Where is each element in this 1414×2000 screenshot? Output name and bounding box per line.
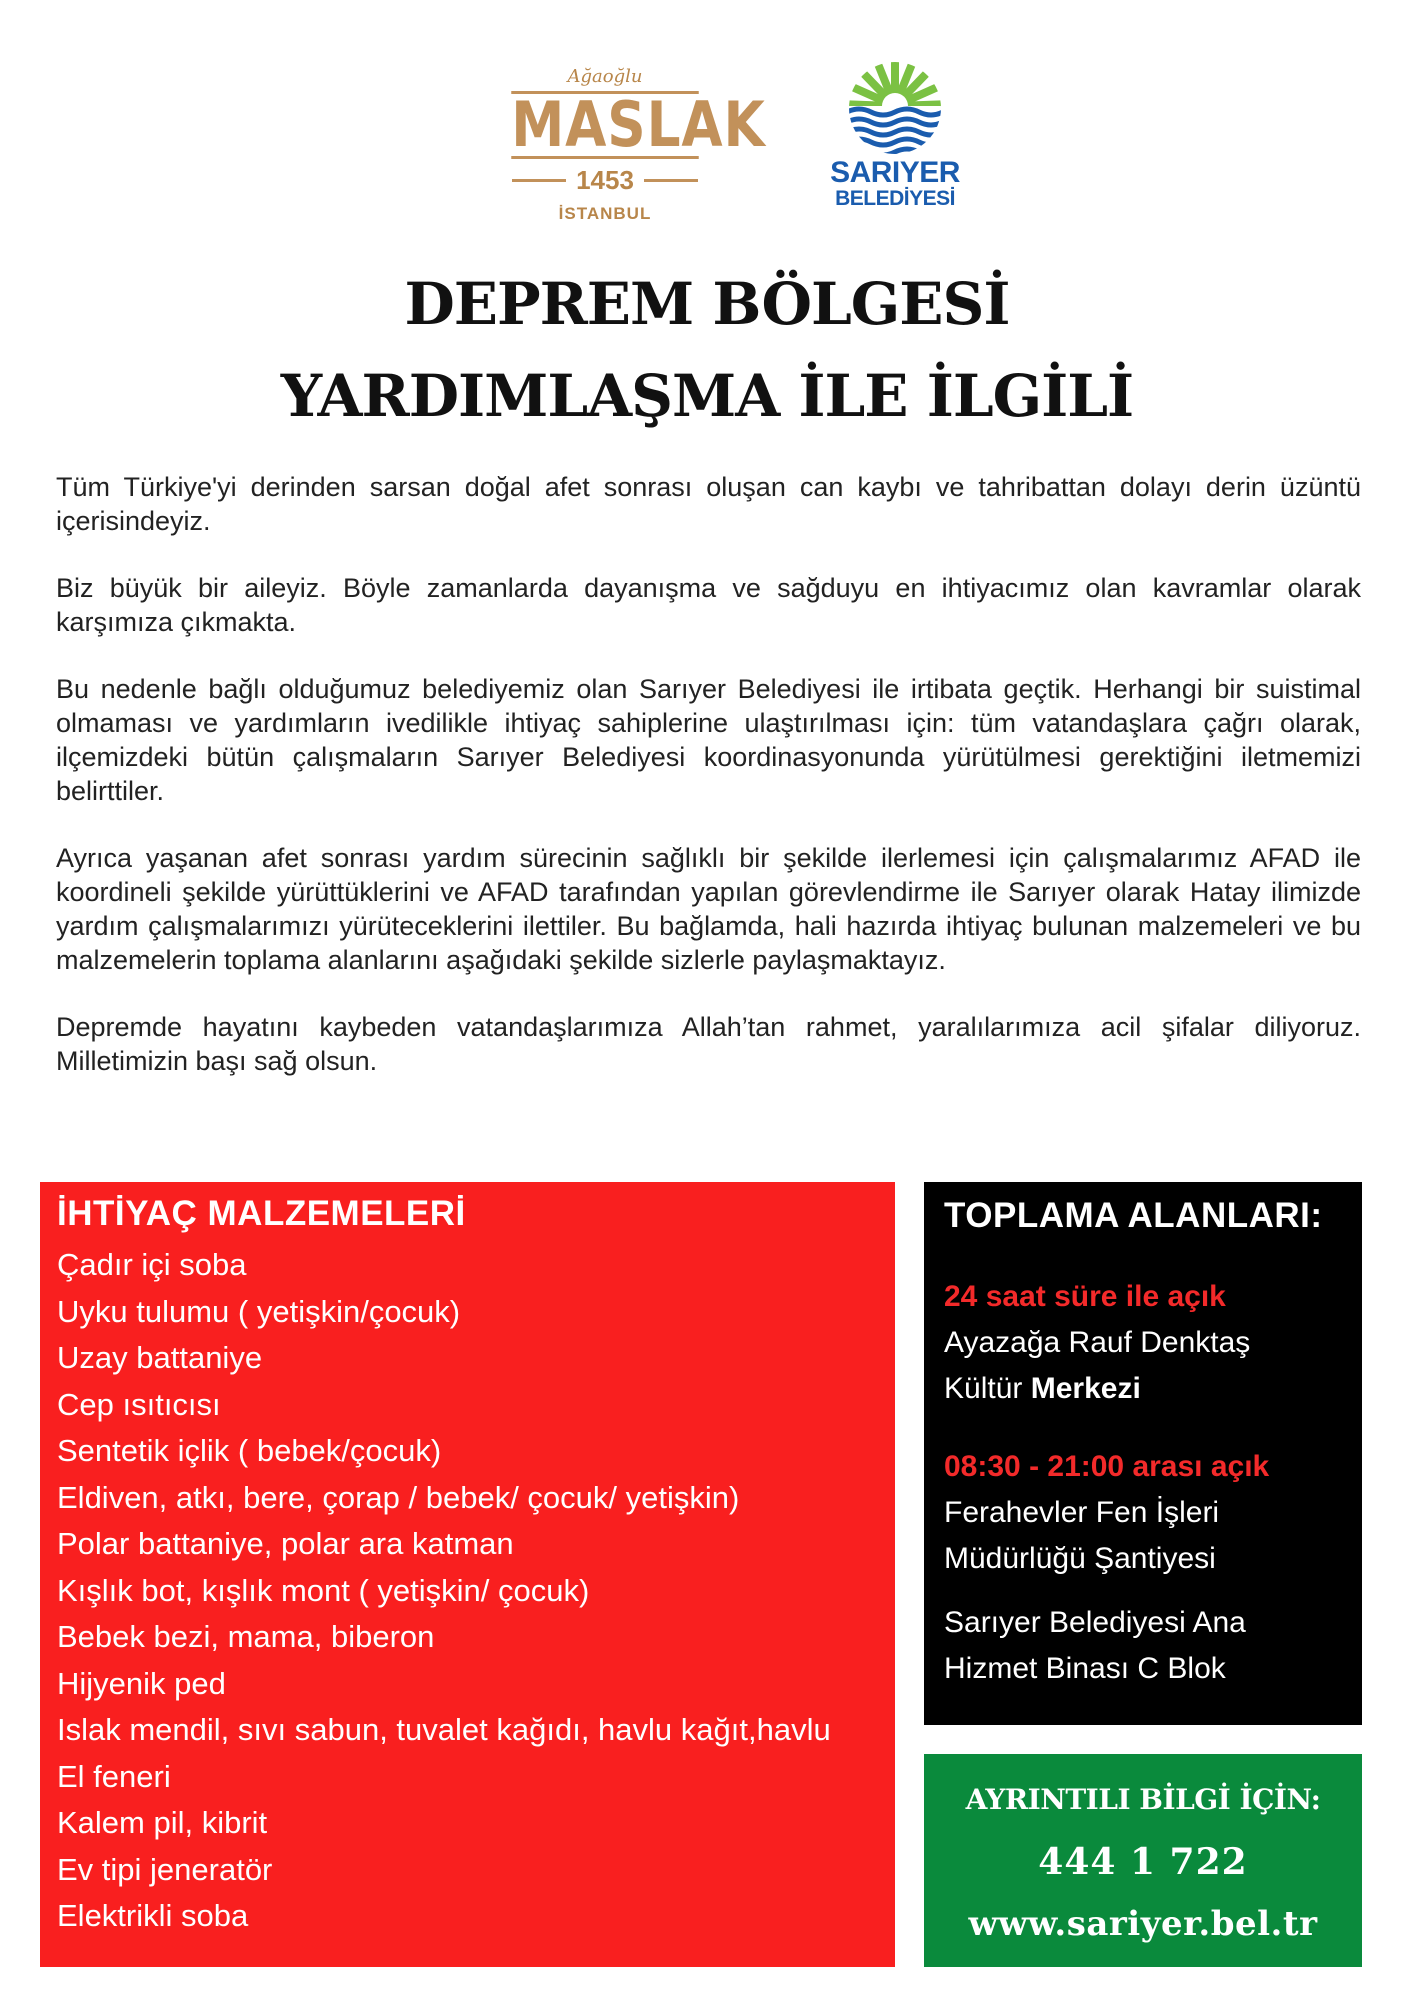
contact-phone: 444 1 722: [1038, 1841, 1248, 1883]
collection-point-hours: 08:30 - 21:00 arası açık: [944, 1450, 1270, 1483]
needed-supplies-panel: [40, 1182, 895, 1967]
contact-website: www.sariyer.bel.tr: [968, 1904, 1318, 1944]
sariyer-sun-waves-icon: [847, 60, 943, 156]
collection-point-ayazaga: [944, 1274, 1354, 1412]
page-title-line-1: DEPREM BÖLGESİ: [404, 270, 1010, 338]
collection-points-panel: [924, 1182, 1362, 1725]
address-text-bold: Merkezi: [1030, 1372, 1141, 1405]
collection-points-title: TOPLAMA ALANLARI:: [944, 1196, 1323, 1235]
page-title-line-2: YARDIMLAŞMA İLE İLGİLİ: [280, 362, 1134, 430]
contact-info-panel: [924, 1754, 1362, 1967]
paragraph-condolence: Tüm Türkiye'yi derinden sarsan doğal afet sonrası oluşan can kaybı ve tahribattan dolayı derin üzüntü içerisindeyiz.: [56, 472, 1361, 536]
maslak-logo-name: MASLAK: [511, 88, 766, 161]
list-item: Kışlık bot, kışlık mont ( yetişkin/ çocuk): [57, 1572, 590, 1608]
address-text: Kültür: [944, 1372, 1031, 1405]
list-item: Cep ısıtıcısı: [57, 1386, 221, 1422]
list-item: Eldiven, atkı, bere, çorap / bebek/ çocuk/ yetişkin): [57, 1479, 740, 1515]
list-item: Uyku tulumu ( yetişkin/çocuk): [57, 1293, 461, 1329]
needed-supplies-title: İHTİYAÇ MALZEMELERİ: [57, 1194, 466, 1233]
list-item: El feneri: [57, 1758, 171, 1794]
maslak-logo-tagline: Ağaoğlu: [567, 66, 643, 87]
collection-point-address-line-2: [944, 1366, 1354, 1412]
maslak-logo-rule-left: [512, 179, 566, 182]
list-item: Polar battaniye, polar ara katman: [57, 1526, 514, 1561]
collection-point-address-line-1: Ferahevler Fen İşleri: [944, 1496, 1220, 1529]
needed-supplies-list: [57, 1242, 897, 1940]
paragraph-afad: Ayrıca yaşanan afet sonrası yardım sürecinin sağlıklı bir şekilde ilerlemesi için çalışmalarımız AFAD ile koordineli şekilde yürüttüklerini ve AFAD tarafından yapılan görevlendirme ile Sarıyer olarak Hatay ilimizde yardım çalışmalarımızı yürüteceklerini ilettiler. Bu bağlamda, hali hazırda ihtiyaç bulunan malzemeleri ve bu malzemelerin toplama alanlarını aşağıdaki şekilde sizlerle paylaşmaktayız.: [56, 843, 1361, 975]
list-item: Uzay battaniye: [57, 1340, 263, 1375]
maslak-logo-rule-right: [644, 179, 698, 182]
collection-point-address-line-2: Hizmet Binası C Blok: [944, 1652, 1226, 1685]
list-item: Bebek bezi, mama, biberon: [57, 1619, 435, 1654]
maslak-logo-year: 1453: [576, 165, 634, 195]
page-title: [0, 258, 1414, 442]
collection-point-ferahevler: [944, 1444, 1354, 1582]
list-item: Elektrikli soba: [57, 1898, 249, 1933]
maslak-logo-year-row: [490, 165, 720, 196]
collection-point-main-building: [944, 1600, 1354, 1692]
list-item: Kalem pil, kibrit: [57, 1805, 268, 1840]
paragraph-solidarity: Biz büyük bir aileyiz. Böyle zamanlarda dayanışma ve sağduyu en ihtiyacımız olan kavramlar olarak karşımıza çıkmakta.: [56, 573, 1361, 637]
sariyer-logo-name: SARIYER: [830, 156, 960, 189]
maslak-logo-city: İSTANBUL: [558, 204, 652, 223]
list-item: Islak mendil, sıvı sabun, tuvalet kağıdı, havlu kağıt,havlu: [57, 1712, 831, 1747]
paragraph-coordination: Bu nedenle bağlı olduğumuz belediyemiz olan Sarıyer Belediyesi ile irtibata geçtik. Herhangi bir suistimal olmaması ve yardımların ivedilikle ihtiyaç sahiplerine ulaştırılması için: tüm vatandaşlara çağrı olarak, ilçemizdeki bütün çalışmaların Sarıyer Belediyesi koordinasyonunda yürütülmesi gerektiğini iletmemizi belirttiler.: [56, 674, 1361, 806]
collection-point-hours: 24 saat süre ile açık: [944, 1280, 1226, 1313]
maslak-1453-logo: [490, 66, 766, 236]
logo-row: [0, 50, 1414, 240]
collection-point-address-line-1: Ayazağa Rauf Denktaş: [944, 1326, 1251, 1359]
collection-point-address-line-1: Sarıyer Belediyesi Ana: [944, 1606, 1246, 1639]
list-item: Sentetik içlik ( bebek/çocuk): [57, 1433, 442, 1468]
list-item: Hijyenik ped: [57, 1665, 226, 1701]
sariyer-logo-subtitle: BELEDİYESİ: [835, 187, 955, 210]
paragraph-closing: Depremde hayatını kaybeden vatandaşlarımıza Allah’tan rahmet, yaralılarımıza acil şifalar diliyoruz. Milletimizin başı sağ olsun.: [56, 1012, 1361, 1076]
sariyer-belediyesi-logo: [820, 60, 970, 230]
announcement-body: [56, 470, 1361, 1111]
contact-info-title: AYRINTILI BİLGİ İÇİN:: [965, 1783, 1321, 1816]
collection-point-address-line-2: Müdürlüğü Şantiyesi: [944, 1542, 1216, 1575]
list-item: Ev tipi jeneratör: [57, 1851, 273, 1887]
list-item: Çadır içi soba: [57, 1247, 247, 1282]
